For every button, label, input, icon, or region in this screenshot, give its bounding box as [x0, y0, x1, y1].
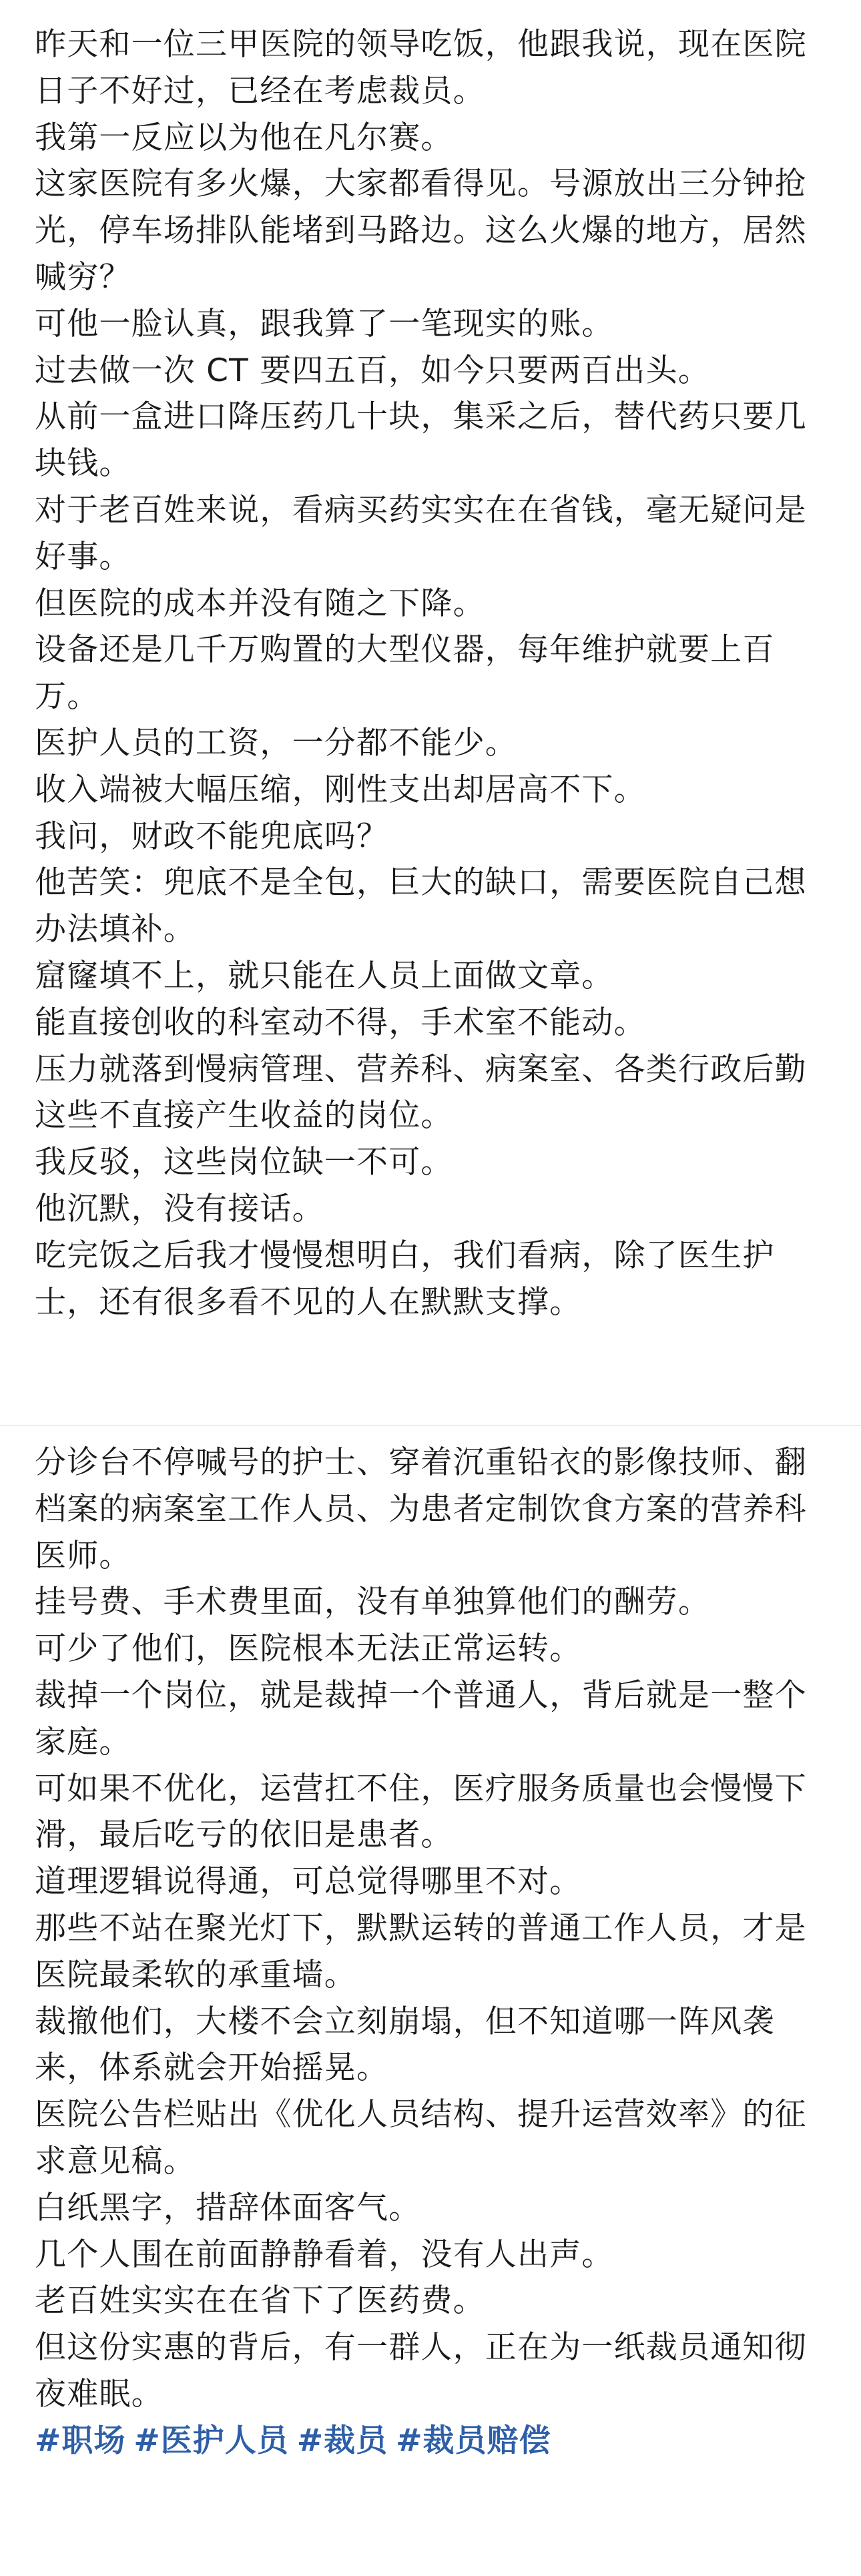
paragraph: 但这份实惠的背后，有一群人，正在为一纸裁员通知彻夜难眠。	[35, 2329, 807, 2412]
paragraph: 收入端被大幅压缩，刚性支出却居高不下。	[35, 771, 646, 808]
paragraph: 我问，财政不能兜底吗？	[35, 818, 389, 855]
paragraph: 白纸黑字，措辞体面客气。	[35, 2189, 421, 2226]
paragraph: 这家医院有多火爆，大家都看得见。号源放出三分钟抢光，停车场排队能堵到马路边。这么火爆的地方，居然喊穷？	[35, 166, 807, 296]
paragraph: 可他一脸认真，跟我算了一笔现实的账。	[35, 305, 614, 342]
post-section-bottom	[0, 1426, 861, 2465]
paragraph: 老百姓实实在在省下了医药费。	[35, 2282, 485, 2320]
paragraph: 吃完饭之后我才慢慢想明白，我们看病，除了医生护士，还有很多看不见的人在默默支撑。	[35, 1237, 775, 1321]
paragraph: 我反驳，这些岗位缺一不可。	[35, 1144, 453, 1181]
paragraph: 那些不站在聚光灯下，默默运转的普通工作人员，才是医院最柔软的承重墙。	[35, 1909, 807, 1993]
paragraph: 从前一盒进口降压药几十块，集采之后，替代药只要几块钱。	[35, 398, 807, 482]
paragraph: 几个人围在前面静静看着，没有人出声。	[35, 2236, 614, 2273]
paragraph: 他苦笑：兜底不是全包，巨大的缺口，需要医院自己想办法填补。	[35, 864, 807, 948]
hashtag-link-medical-staff[interactable]: #医护人员	[133, 2422, 289, 2459]
paragraph: 可少了他们，医院根本无法正常运转。	[35, 1630, 582, 1668]
paragraph: 对于老百姓来说，看病买药实实在在省钱，毫无疑问是好事。	[35, 491, 807, 575]
paragraph: 设备还是几千万购置的大型仪器，每年维护就要上百万。	[35, 631, 775, 715]
paragraph: 可如果不优化，运营扛不住，医疗服务质量也会慢慢下滑，最后吃亏的依旧是患者。	[35, 1770, 807, 1854]
paragraph: 过去做一次 CT 要四五百，如今只要两百出头。	[35, 352, 711, 389]
paragraph: 他沉默，没有接话。	[35, 1190, 324, 1227]
paragraph: 压力就落到慢病管理、营养科、病案室、各类行政后勤这些不直接产生收益的岗位。	[35, 1050, 807, 1135]
paragraph: 我第一反应以为他在凡尔赛。	[35, 119, 453, 156]
paragraph: 窟窿填不上，就只能在人员上面做文章。	[35, 957, 614, 994]
paragraph: 能直接创收的科室动不得，手术室不能动。	[35, 1004, 646, 1041]
paragraph: 道理逻辑说得通，可总觉得哪里不对。	[35, 1863, 582, 1901]
hashtag-link-workplace[interactable]: #职场	[35, 2422, 126, 2459]
hashtag-list	[35, 2418, 832, 2465]
paragraph: 裁掉一个岗位，就是裁掉一个普通人，背后就是一整个家庭。	[35, 1676, 807, 1760]
paragraph: 医院公告栏贴出《优化人员结构、提升运营效率》的征求意见稿。	[35, 2096, 807, 2180]
paragraph: 医护人员的工资，一分都不能少。	[35, 724, 517, 761]
paragraph: 裁撤他们，大楼不会立刻崩塌，但不知道哪一阵风袭来，体系就会开始摇晃。	[35, 2003, 775, 2087]
paragraph: 挂号费、手术费里面，没有单独算他们的酬劳。	[35, 1584, 711, 1621]
paragraph: 分诊台不停喊号的护士、穿着沉重铅衣的影像技师、翻档案的病案室工作人员、为患者定制饮食方案的营养科医师。	[35, 1444, 807, 1574]
hashtag-link-layoff-compensation[interactable]: #裁员赔偿	[396, 2422, 551, 2459]
hashtag-link-layoffs[interactable]: #裁员	[296, 2422, 388, 2459]
paragraph: 昨天和一位三甲医院的领导吃饭，他跟我说，现在医院日子不好过，已经在考虑裁员。	[35, 26, 807, 109]
paragraph: 但医院的成本并没有随之下降。	[35, 585, 485, 622]
